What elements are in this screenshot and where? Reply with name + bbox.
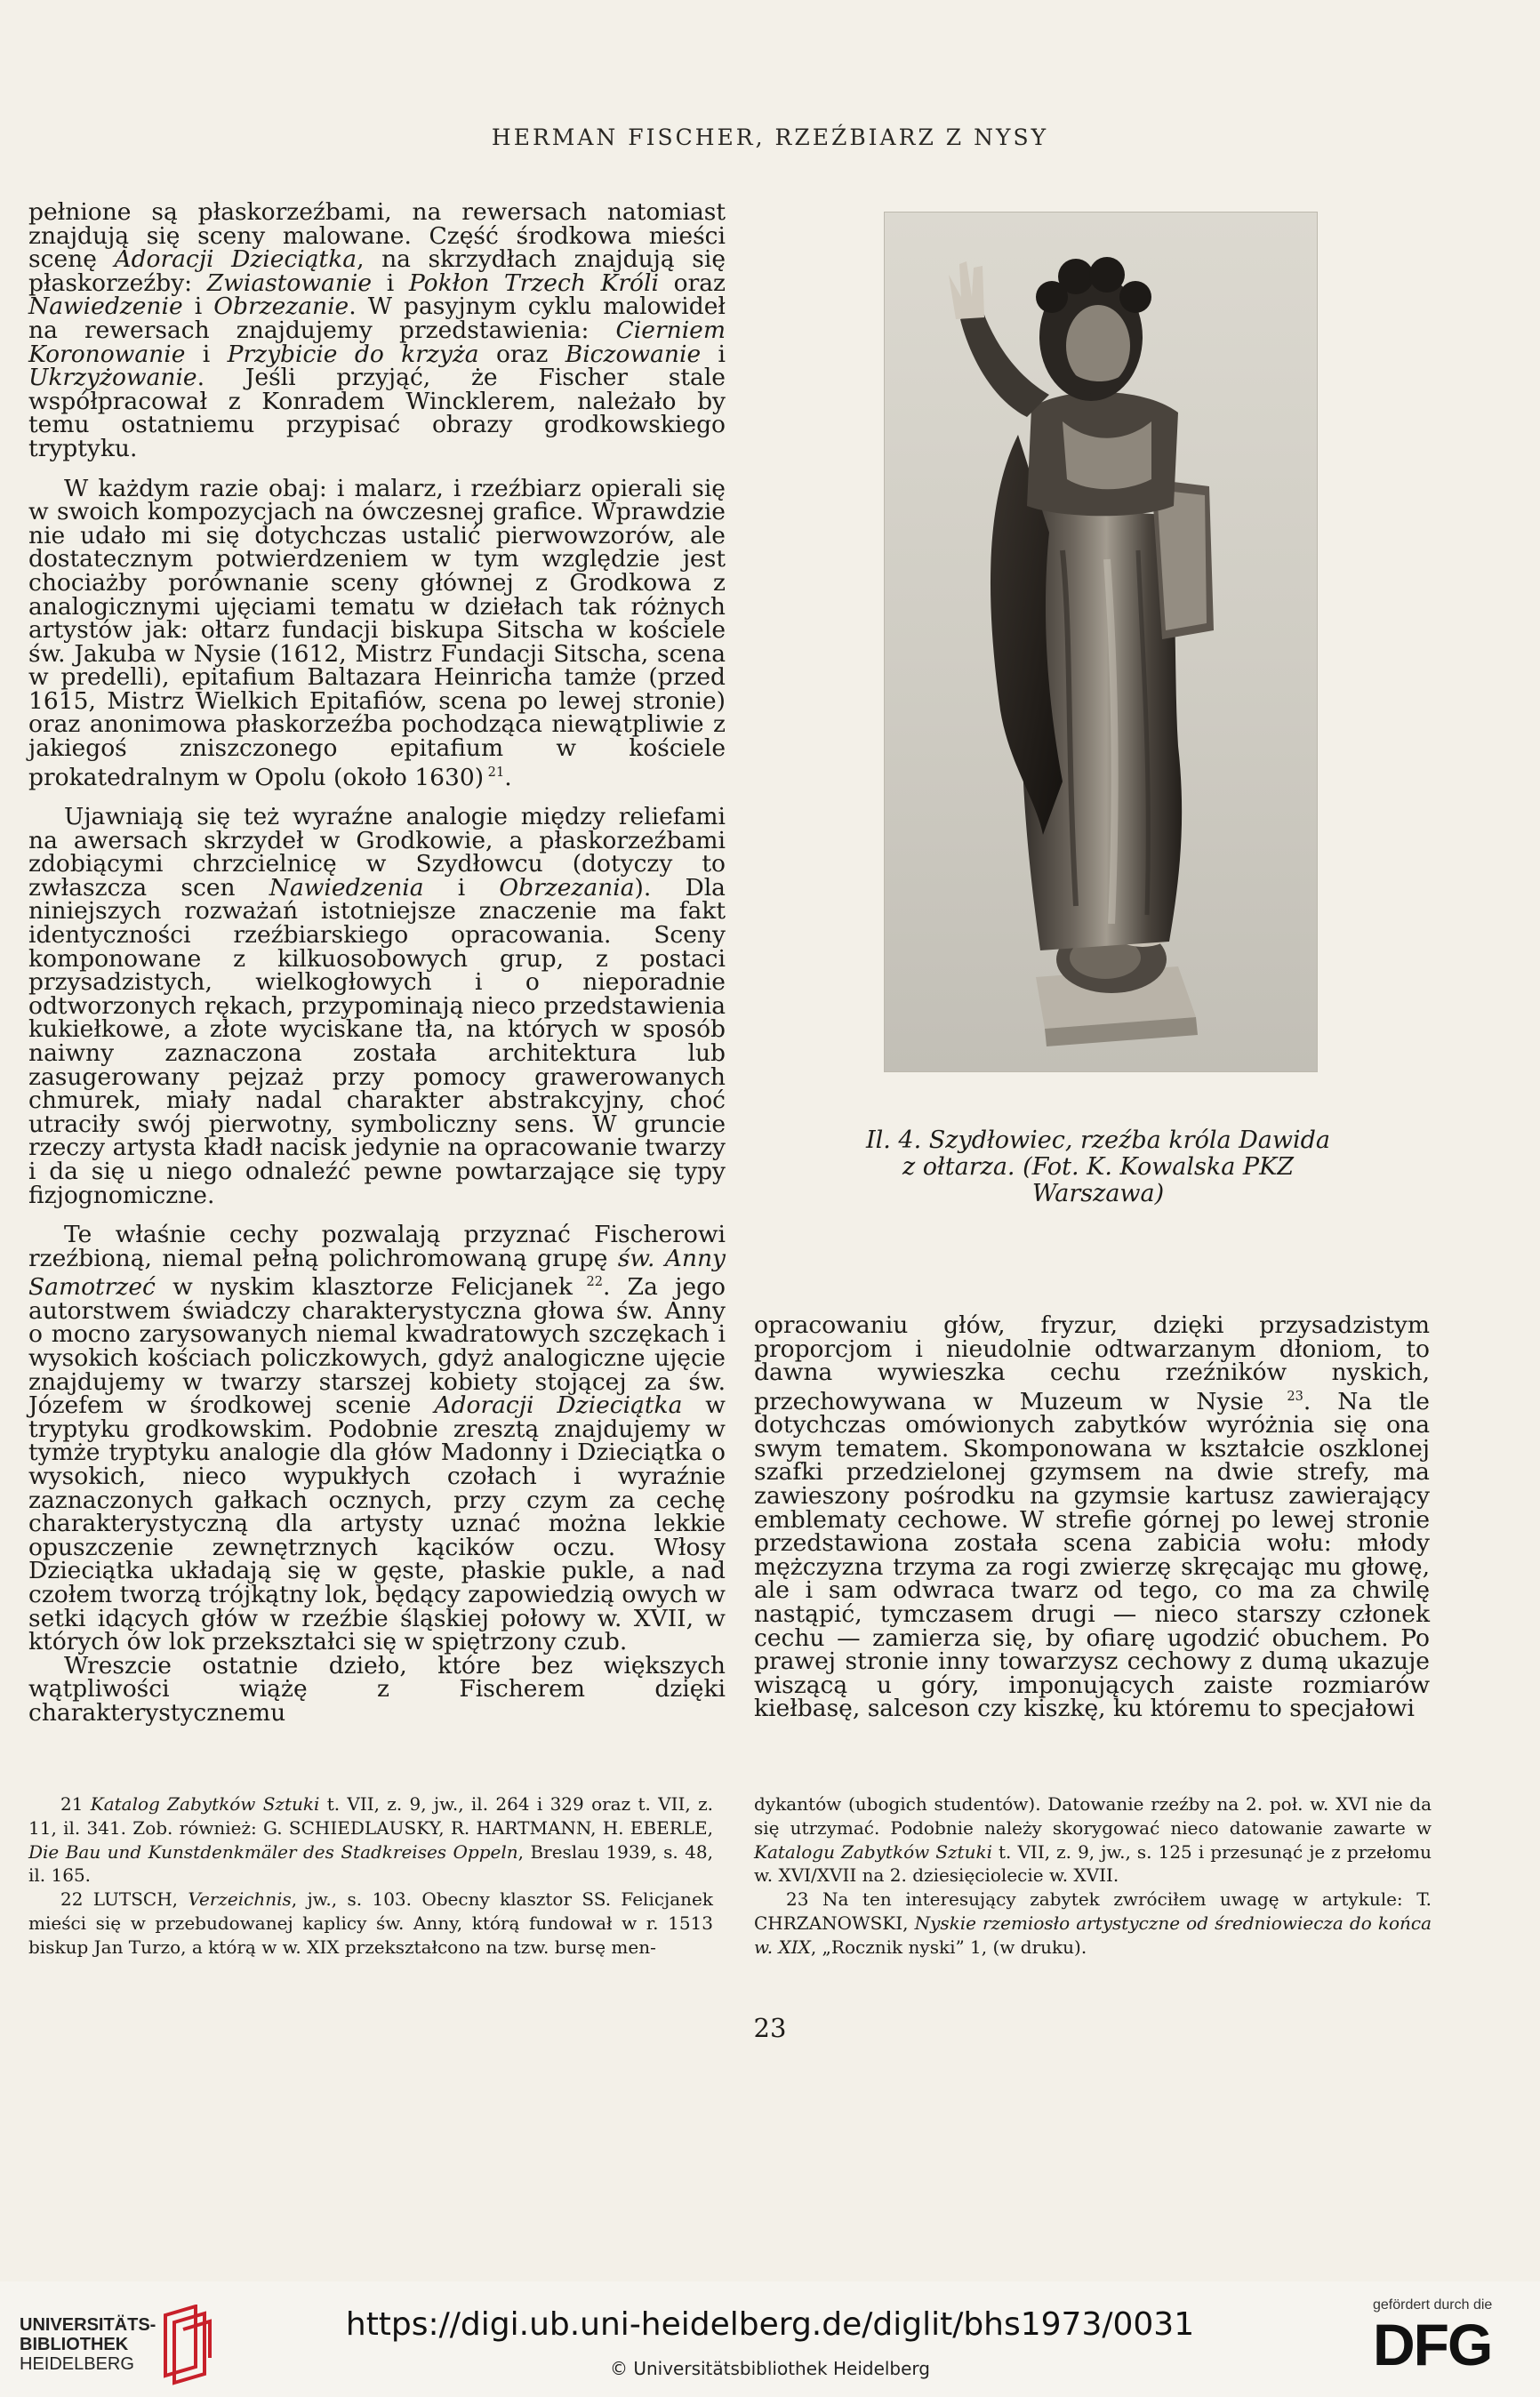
paragraph-1: pełnione są płaskorzeźbami, na rewersach natomiast znajdują się sceny malowane. Część środkowa mieści scenę Adoracji Dzieciątka, na skrzydłach znajdują się płaskorzeźby: Zwiastowanie i Pokłon Trzech Króli oraz Nawiedzenie i Obrzezanie. W pasyjnym cyklu malowideł na rewersach znajdujemy przedstawienia: Cierniem Koronowanie i Przybicie do krzyża oraz Biczowanie i Ukrzyżowanie. Jeśli przyjąć, że Fischer stale współpracował z Konradem Wincklerem, należało by temu ostatniemu przypisać obrazy grodkowskiego tryptyku. bbox=[28, 198, 726, 462]
footnotes-right bbox=[754, 1792, 1432, 1960]
caption-line-1: Il. 4. Szydłowiec, rzeźba króla Dawida bbox=[865, 1126, 1331, 1154]
figure-caption bbox=[836, 1127, 1360, 1207]
dfg-logo: DFG bbox=[1373, 2312, 1492, 2377]
paragraph-3: Ujawniają się też wyraźne analogie między reliefami na awersach skrzydeł w Grodkowie, a płaskorzeźbami zdobiącymi chrzcielnicę w Szydłowcu (dotyczy to zwłaszcza scen Nawiedzenia i Obrzezania). Dla niniejszych rozważań istotniejsze znaczenie ma fakt identyczności rzeźbiarskiego opracowania. Sceny komponowane z kilkuosobowych grup, z postaci przysadzistych, wielkogłowych i o nieporadnie odtworzonych rękach, przypominają nieco przedstawienia kukiełkowe, a złote wyciskane tła, na których w sposób naiwny zaznaczona została architektura lub zasugerowany pejzaż przy pomocy grawerowanych chmurek, miały nadal charakter abstrakcyjny, choć utraciły swój pierwotny, symboliczny sens. W gruncie rzeczy artysta kładł nacisk jedynie na opracowanie twarzy i da się u niego odnaleźć pewne powtarzające się typy fizjognomiczne. bbox=[28, 803, 726, 1209]
library-name-line-2: BIBLIOTHEK bbox=[20, 2335, 129, 2354]
footnote-22-continued: dykantów (ubogich studentów). Datowanie rzeźby na 2. poł. w. XVI nie da się utrzymać. Podobnie należy skorygować nieco datowanie zawarte w Katalogu Zabytków Sztuki t. VII, z. 9, jw., s. 125 i przesunąć je z przełomu w. XVI/XVII na 2. dziesięciolecie w. XVII. bbox=[754, 1793, 1432, 1887]
doi-link[interactable]: https://digi.ub.uni-heidelberg.de/diglit/bhs1973/0031 bbox=[345, 2306, 1195, 2343]
caption-line-3: Warszawa) bbox=[1031, 1180, 1165, 1207]
footnote-23: 23 Na ten interesujący zabytek zwróciłem uwagę w artykule: T. CHRZANOWSKI, Nyskie rzemiosło artystyczne od średniowiecza do końca w. XIX, „Rocznik nyski” 1, (w druku). bbox=[754, 1888, 1432, 1958]
paragraph-2: W każdym razie obaj: i malarz, i rzeźbiarz opierali się w swoich kompozycjach na ówczesnej grafice. Wprawdzie nie udało mi się dotychczas ustalić pierwowzorów, ale dostatecznym potwierdzeniem w tym względzie jest chociażby porównanie sceny głównej z Grodkowa z analogicznymi ujęciami tematu w dziełach tak różnych artystów jak: ołtarz fundacji biskupa Sitscha w kościele św. Jakuba w Nysie (1612, Mistrz Fundacji Sitscha, scena w predelli), epitafium Baltazara Heinricha tamże (przed 1615, Mistrz Wielkich Epitafiów, scena po lewej stronie) oraz anonimowa płaskorzeźba pochodząca niewątpliwie z jakiegoś zniszczonego epitafium w kościele prokatedralnym w Opolu (około 1630) $^{21}$. bbox=[28, 474, 726, 791]
left-column bbox=[28, 198, 726, 1727]
library-name-line-1: UNIVERSITÄTS- bbox=[20, 2315, 156, 2335]
paragraph-4: Te właśnie cechy pozwalają przyznać Fischerowi rzeźbioną, niemal pełną polichromowaną grupę św. Anny Samotrzeć w nyskim klasztorze Felicjanek $^{22}$. Za jego autorstwem świadczy charakterystyczna głowa św. Anny o mocno zarysowanych niemal kwadratowych szczękach i wysokich kościach policzkowych, gdyż analogiczne ujęcie znajdujemy w twarzy starszej kobiety stojącej za św. Józefem w środkowej scenie Adoracji Dzieciątka w tryptyku grodkowskim. Podobnie zresztą znajdujemy w tymże tryptyku analogie dla głów Madonny i Dzieciątka o wysokich, nieco wypukłych czołach i wyraźnie zaznaczonych gałkach ocznych, przy czym za cechę charakterystyczną dla artysty uznać można lekkie opuszczenie zewnętrznych kącików oczu. Włosy Dzieciątka układają się w gęste, płaskie pukle, a nad czołem tworzą trójkątny lok, będący zapowiedzią owych w setki idących głów w rzeźbie śląskiej połowy w. XVII, w których ów lok przekształci się w spiętrzony czub. bbox=[28, 1221, 726, 1656]
right-paragraph: opracowaniu głów, fryzur, dzięki przysadzistym proporcjom i nieudolnie odtwarzanym dłoniom, to dawna wywieszka cechu rzeźników nyskich, przechowywana w Muzeum w Nysie $^{23}$. Na tle dotychczas omówionych zabytków wyróżnia się ona swym tematem. Skomponowana w kształcie oszklonej szafki przedzielonej gzymsem na dwie strefy, ma zawieszony pośrodku na gzymsie kartusz zawierający emblematy cechowe. W strefie górnej po lewej stronie przedstawiona została scena zabicia wołu: młody mężczyzna trzyma za rogi zwierzę skręcając mu głowę, ale i sam odwraca twarz od tego, co ma za chwilę nastąpić, tymczasem drugi — nieco starszy członek cechu — zamierza się, by ofiarę ugodzić obuchem. Po prawej stronie inny towarzysz cechowy z dumą ukazuje wiszącą u góry, imponujących zaiste rozmiarów kiełbasę, salceson czy kiszkę, ku któremu to specjałowi bbox=[754, 1311, 1430, 1723]
dfg-funding-note: gefördert durch die bbox=[1373, 2297, 1493, 2313]
dfg-badge[interactable] bbox=[1373, 2297, 1524, 2376]
page-number: 23 bbox=[753, 2013, 787, 2043]
sculpture-photo bbox=[884, 212, 1318, 1072]
right-column bbox=[754, 1311, 1430, 1723]
footnotes-left bbox=[28, 1792, 713, 1960]
footnote-22: 22 LUTSCH, Verzeichnis, jw., s. 103. Obecny klasztor SS. Felicjanek mieści się w przebudowanej kaplicy św. Anny, którą fundował w r. 1513 biskup Jan Turzo, a którą w w. XIX przekształcono na tzw. bursę men- bbox=[28, 1888, 713, 1958]
footnote-21: 21 Katalog Zabytków Sztuki t. VII, z. 9, jw., il. 264 i 329 oraz t. VII, z. 11, il. 341. Zob. również: G. SCHIEDLAUSKY, R. HARTMANN, H. EBERLE, Die Bau und Kunstdenkmäler des Stadkreises Oppeln, Breslau 1939, s. 48, il. 165. bbox=[28, 1793, 714, 1887]
copyright-notice: © Universitätsbibliothek Heidelberg bbox=[609, 2358, 930, 2379]
king-david-sculpture-image bbox=[885, 212, 1317, 1071]
library-name-line-3: HEIDELBERG bbox=[20, 2354, 134, 2374]
running-head: HERMAN FISCHER, RZEŹBIARZ Z NYSY bbox=[491, 124, 1049, 150]
paragraph-5: Wreszcie ostatnie dzieło, które bez większych wątpliwości wiążę z Fischerem dzięki charakterystycznemu bbox=[28, 1651, 726, 1727]
caption-line-2: z ołtarza. (Fot. K. Kowalska PKZ bbox=[902, 1153, 1295, 1181]
